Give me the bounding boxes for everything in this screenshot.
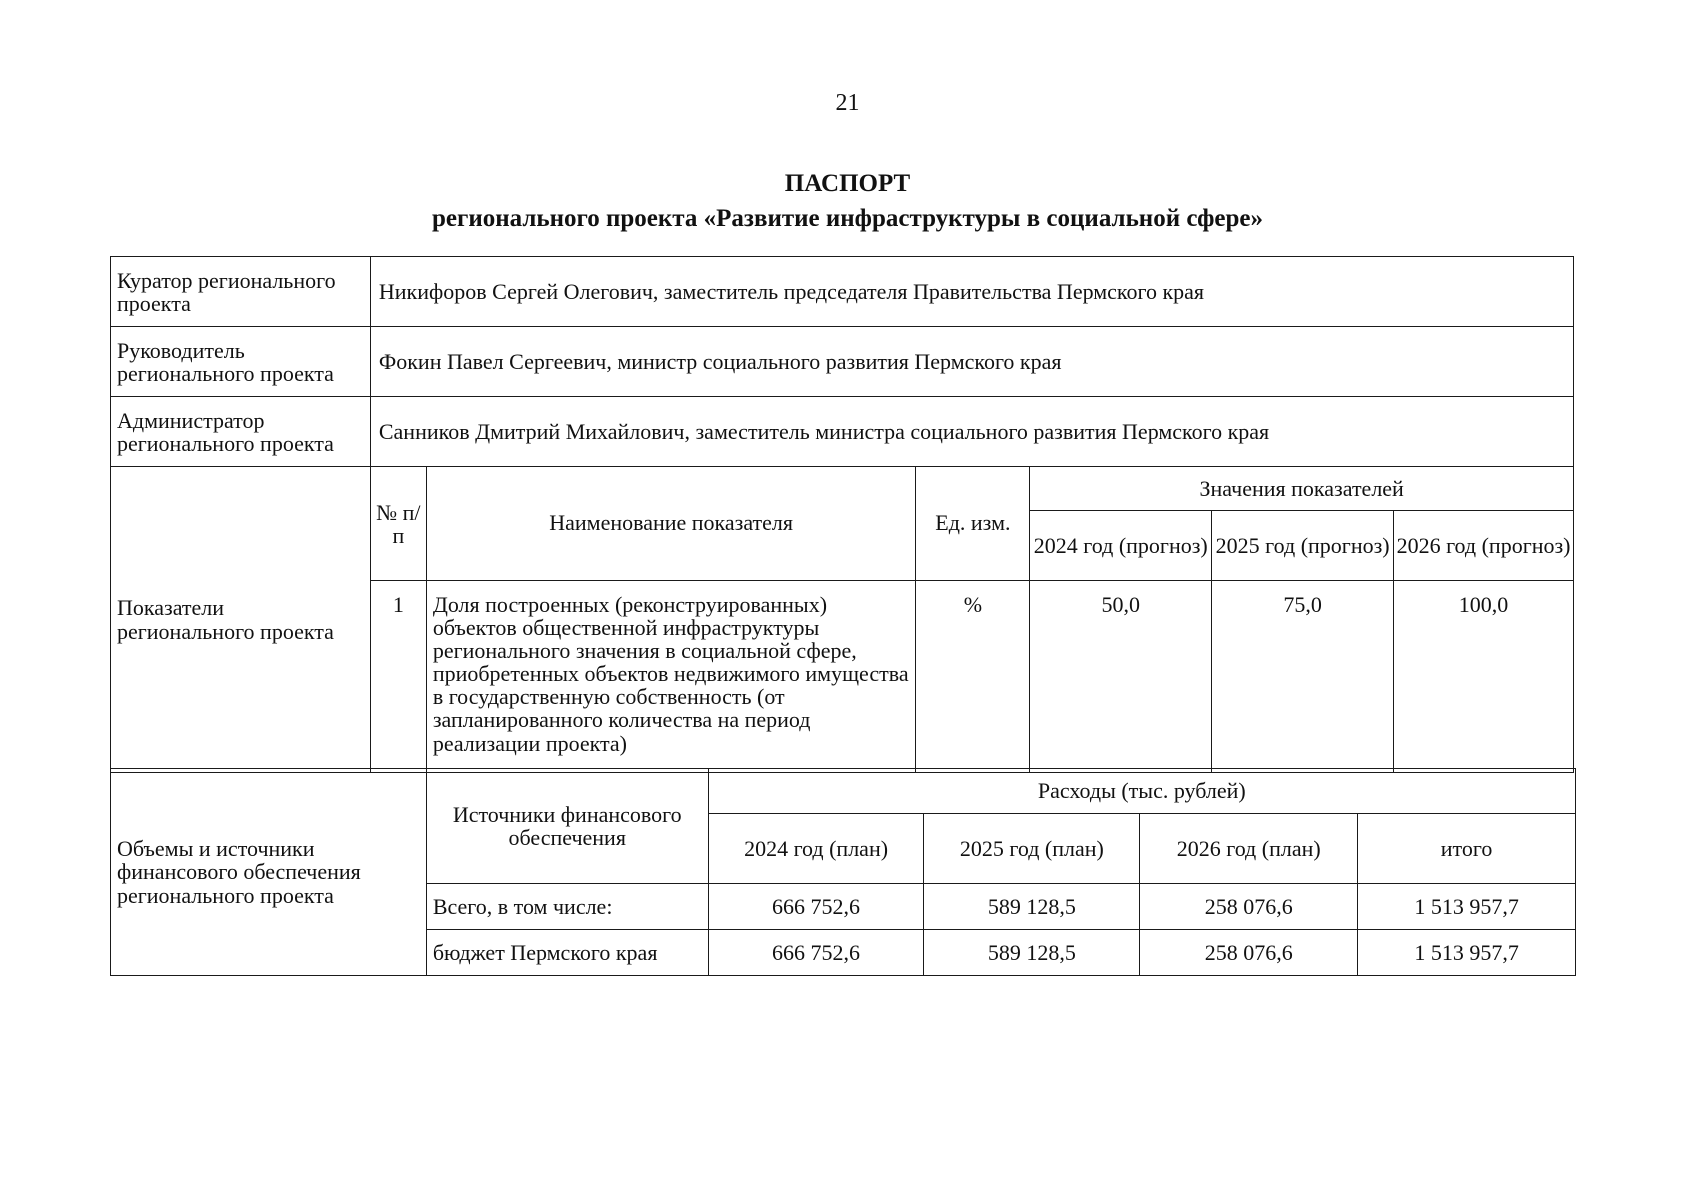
- financing-expenses-header: Расходы (тыс. рублей): [708, 769, 1575, 814]
- document-subtitle: регионального проекта «Развитие инфраструктуры в социальной сфере»: [431, 205, 1264, 232]
- financing-budget-2024: 666 752,6: [708, 930, 924, 976]
- financing-all-2024: 666 752,6: [708, 884, 924, 930]
- leader-label: Руководитель регионального проекта: [111, 327, 371, 397]
- financing-sources-header: Источники финансового обеспечения: [426, 769, 708, 884]
- financing-table: [110, 768, 1576, 976]
- administrator-value: Санников Дмитрий Михайлович, заместитель министра социального развития Пермского края: [370, 397, 1573, 467]
- leader-row: [111, 327, 1574, 397]
- indicators-unit-header: Ед. изм.: [916, 467, 1030, 581]
- financing-budget-2026: 258 076,6: [1140, 930, 1358, 976]
- financing-source-all: Всего, в том числе:: [426, 884, 708, 930]
- page-number: 21: [835, 90, 860, 116]
- indicator-unit: %: [916, 581, 1030, 773]
- indicators-name-header: Наименование показателя: [426, 467, 916, 581]
- indicator-number: 1: [370, 581, 426, 773]
- indicators-year-2024-header: 2024 год (прогноз): [1030, 511, 1212, 581]
- financing-total-header: итого: [1358, 814, 1576, 884]
- indicators-label: Показатели регионального проекта: [111, 467, 371, 773]
- financing-all-2026: 258 076,6: [1140, 884, 1358, 930]
- financing-source-budget: бюджет Пермского края: [426, 930, 708, 976]
- administrator-row: [111, 397, 1574, 467]
- financing-year-2024-header: 2024 год (план): [708, 814, 924, 884]
- indicator-value-2026: 100,0: [1394, 581, 1574, 773]
- curator-value: Никифоров Сергей Олегович, заместитель председателя Правительства Пермского края: [370, 257, 1573, 327]
- indicators-year-2026-header: 2026 год (прогноз): [1394, 511, 1574, 581]
- administrator-label: Администратор регионального проекта: [111, 397, 371, 467]
- document-title: ПАСПОРТ: [784, 170, 911, 197]
- financing-all-2025: 589 128,5: [924, 884, 1140, 930]
- indicators-header-row: [111, 467, 1574, 511]
- indicators-year-2025-header: 2025 год (прогноз): [1212, 511, 1394, 581]
- indicators-values-header: Значения показателей: [1030, 467, 1574, 511]
- financing-all-total: 1 513 957,7: [1358, 884, 1576, 930]
- curator-row: [111, 257, 1574, 327]
- financing-year-2025-header: 2025 год (план): [924, 814, 1140, 884]
- indicators-number-header: № п/п: [370, 467, 426, 581]
- financing-budget-total: 1 513 957,7: [1358, 930, 1576, 976]
- passport-table: [110, 256, 1574, 773]
- leader-value: Фокин Павел Сергеевич, министр социального развития Пермского края: [370, 327, 1573, 397]
- financing-year-2026-header: 2026 год (план): [1140, 814, 1358, 884]
- curator-label: Куратор регионального проекта: [111, 257, 371, 327]
- financing-header-row: [111, 769, 1576, 814]
- indicator-name: Доля построенных (реконструированных) объектов общественной инфраструктуры регионального значения в социальной сфере, приобретенных объектов недвижимого имущества в государственную собственность (от запланированного количества на период реализации проекта): [426, 581, 916, 773]
- indicator-value-2025: 75,0: [1212, 581, 1394, 773]
- financing-budget-2025: 589 128,5: [924, 930, 1140, 976]
- financing-label: Объемы и источники финансового обеспечения регионального проекта: [111, 769, 427, 976]
- indicator-value-2024: 50,0: [1030, 581, 1212, 773]
